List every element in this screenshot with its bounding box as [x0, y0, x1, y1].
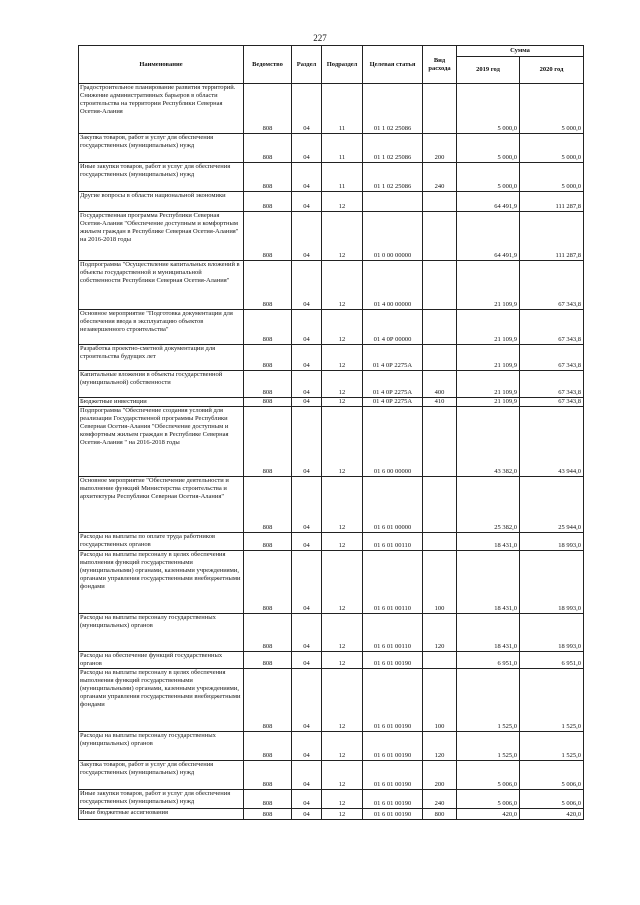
- cell-2019: 21 109,9: [457, 261, 520, 310]
- cell-target-item: 01 6 01 00190: [363, 790, 423, 809]
- cell-subsection: 12: [322, 407, 363, 477]
- cell-2019: 18 431,0: [457, 614, 520, 652]
- cell-2019: 64 491,9: [457, 192, 520, 212]
- cell-subsection: 12: [322, 192, 363, 212]
- cell-target-item: 01 6 01 00190: [363, 761, 423, 790]
- table-row: [79, 652, 584, 669]
- cell-2019: 21 109,9: [457, 371, 520, 398]
- table-row: [79, 669, 584, 732]
- header-year-2020: 2020 год: [520, 57, 584, 84]
- cell-target-item: 01 6 01 00190: [363, 732, 423, 761]
- cell-name: Разработка проектно-сметной документации для строительства будущих лет: [79, 345, 244, 371]
- cell-section: 04: [292, 163, 322, 192]
- cell-expense-type: 800: [423, 809, 457, 820]
- cell-subsection: 12: [322, 652, 363, 669]
- header-subsection: Подраздел: [322, 46, 363, 84]
- cell-2020: 43 944,0: [520, 407, 584, 477]
- cell-expense-type: [423, 407, 457, 477]
- cell-2020: 5 000,0: [520, 134, 584, 163]
- header-section: Раздел: [292, 46, 322, 84]
- cell-ministry: 808: [244, 134, 292, 163]
- cell-2020: 67 343,8: [520, 345, 584, 371]
- cell-expense-type: 120: [423, 732, 457, 761]
- header-name: Наименование: [79, 46, 244, 84]
- cell-expense-type: [423, 477, 457, 533]
- cell-2019: 1 525,0: [457, 732, 520, 761]
- cell-expense-type: 200: [423, 134, 457, 163]
- cell-ministry: 808: [244, 84, 292, 134]
- cell-ministry: 808: [244, 790, 292, 809]
- cell-2019: 18 431,0: [457, 551, 520, 614]
- header-expense-type: Вид расхода: [423, 46, 457, 84]
- cell-2019: 420,0: [457, 809, 520, 820]
- cell-2020: 6 951,0: [520, 652, 584, 669]
- cell-expense-type: 200: [423, 761, 457, 790]
- cell-name: Иные бюджетные ассигнования: [79, 809, 244, 820]
- cell-name: Основное мероприятие "Обеспечение деятельности и выполнение функций Министерства строительства и архитектуры Республики Северная Осетия-Алания": [79, 477, 244, 533]
- cell-ministry: 808: [244, 533, 292, 551]
- cell-section: 04: [292, 261, 322, 310]
- cell-2019: 5 000,0: [457, 84, 520, 134]
- cell-ministry: 808: [244, 371, 292, 398]
- cell-ministry: 808: [244, 614, 292, 652]
- header-target-item: Целевая статья: [363, 46, 423, 84]
- cell-section: 04: [292, 652, 322, 669]
- cell-section: 04: [292, 345, 322, 371]
- cell-target-item: 01 6 01 00190: [363, 809, 423, 820]
- table-row: [79, 345, 584, 371]
- cell-subsection: 12: [322, 345, 363, 371]
- cell-expense-type: [423, 84, 457, 134]
- cell-name: Расходы на обеспечение функций государственных органов: [79, 652, 244, 669]
- table-row: [79, 192, 584, 212]
- cell-section: 04: [292, 533, 322, 551]
- cell-name: Иные закупки товаров, работ и услуг для обеспечения государственных (муниципальных) нужд: [79, 163, 244, 192]
- cell-2020: 111 287,8: [520, 192, 584, 212]
- cell-2020: 111 287,8: [520, 212, 584, 261]
- cell-target-item: 01 4 0Р 2275А: [363, 371, 423, 398]
- cell-ministry: 808: [244, 261, 292, 310]
- cell-2020: 420,0: [520, 809, 584, 820]
- cell-expense-type: [423, 192, 457, 212]
- cell-2020: 5 006,0: [520, 761, 584, 790]
- cell-expense-type: [423, 261, 457, 310]
- cell-section: 04: [292, 310, 322, 345]
- cell-2019: 21 109,9: [457, 345, 520, 371]
- table-row: [79, 614, 584, 652]
- cell-name: Другие вопросы в области национальной экономики: [79, 192, 244, 212]
- table-row: [79, 477, 584, 533]
- cell-2020: 18 993,0: [520, 614, 584, 652]
- cell-target-item: 01 4 0Р 2275А: [363, 398, 423, 407]
- cell-expense-type: [423, 310, 457, 345]
- cell-section: 04: [292, 669, 322, 732]
- table-row: [79, 84, 584, 134]
- cell-target-item: 01 6 01 00110: [363, 614, 423, 652]
- cell-2019: 64 491,9: [457, 212, 520, 261]
- cell-2019: 6 951,0: [457, 652, 520, 669]
- cell-section: 04: [292, 614, 322, 652]
- cell-2019: 21 109,9: [457, 310, 520, 345]
- cell-ministry: 808: [244, 669, 292, 732]
- cell-subsection: 12: [322, 790, 363, 809]
- cell-subsection: 12: [322, 310, 363, 345]
- cell-expense-type: [423, 212, 457, 261]
- cell-section: 04: [292, 134, 322, 163]
- cell-subsection: 11: [322, 163, 363, 192]
- cell-ministry: 808: [244, 212, 292, 261]
- table-row: [79, 163, 584, 192]
- cell-name: Капитальные вложения в объекты государственной (муниципальной) собственности: [79, 371, 244, 398]
- cell-ministry: 808: [244, 732, 292, 761]
- cell-2020: 1 525,0: [520, 732, 584, 761]
- cell-name: Расходы на выплаты персоналу государственных (муниципальных) органов: [79, 732, 244, 761]
- cell-ministry: 808: [244, 345, 292, 371]
- cell-target-item: 01 4 0Р 00000: [363, 310, 423, 345]
- cell-subsection: 12: [322, 371, 363, 398]
- cell-name: Закупка товаров, работ и услуг для обеспечения государственных (муниципальных) нужд: [79, 761, 244, 790]
- cell-2020: 5 000,0: [520, 163, 584, 192]
- cell-expense-type: [423, 533, 457, 551]
- cell-subsection: 12: [322, 261, 363, 310]
- table-row: [79, 809, 584, 820]
- cell-section: 04: [292, 761, 322, 790]
- cell-subsection: 12: [322, 809, 363, 820]
- header-sum: Сумма: [457, 46, 584, 57]
- cell-section: 04: [292, 477, 322, 533]
- cell-expense-type: 120: [423, 614, 457, 652]
- cell-target-item: 01 1 02 25086: [363, 134, 423, 163]
- cell-name: Градостроительное планирование развития территорий. Снижение административных барьеров в области строительства на территории Республики Северная Осетия-Алания: [79, 84, 244, 134]
- page-number: 227: [313, 33, 327, 43]
- cell-2019: 5 000,0: [457, 134, 520, 163]
- table-row: [79, 761, 584, 790]
- cell-subsection: 12: [322, 669, 363, 732]
- cell-ministry: 808: [244, 192, 292, 212]
- cell-section: 04: [292, 398, 322, 407]
- cell-ministry: 808: [244, 310, 292, 345]
- cell-subsection: 12: [322, 398, 363, 407]
- table-row: [79, 212, 584, 261]
- cell-2020: 5 006,0: [520, 790, 584, 809]
- cell-name: Государственная программа Республики Северная Осетия-Алания "Обеспечение доступным и комфортным жильем граждан в Республике Северная Осетия-Алания" на 2016-2018 годы: [79, 212, 244, 261]
- cell-expense-type: [423, 345, 457, 371]
- cell-name: Расходы на выплаты персоналу в целях обеспечения выполнения функций государственными (муниципальными) органами, казенными учреждениями, органами управления государственными внебюджетными фондами: [79, 551, 244, 614]
- cell-2020: 67 343,8: [520, 371, 584, 398]
- cell-subsection: 12: [322, 477, 363, 533]
- cell-section: 04: [292, 551, 322, 614]
- cell-expense-type: 240: [423, 790, 457, 809]
- table-row: [79, 732, 584, 761]
- cell-section: 04: [292, 790, 322, 809]
- cell-ministry: 808: [244, 761, 292, 790]
- cell-expense-type: 410: [423, 398, 457, 407]
- cell-2019: 21 109,9: [457, 398, 520, 407]
- cell-target-item: [363, 192, 423, 212]
- cell-2020: 18 993,0: [520, 533, 584, 551]
- cell-expense-type: 100: [423, 669, 457, 732]
- table-row: [79, 310, 584, 345]
- table-row: [79, 134, 584, 163]
- cell-2019: 1 525,0: [457, 669, 520, 732]
- table-row: [79, 371, 584, 398]
- cell-section: 04: [292, 192, 322, 212]
- table-row: [79, 261, 584, 310]
- table-row: [79, 407, 584, 477]
- header-year-2019: 2019 год: [457, 57, 520, 84]
- cell-target-item: 01 6 01 00000: [363, 477, 423, 533]
- cell-ministry: 808: [244, 407, 292, 477]
- cell-name: Расходы на выплаты по оплате труда работников государственных органов: [79, 533, 244, 551]
- cell-name: Подпрограмма "Обеспечение создания условий для реализации Государственной программы Республики Северная Осетия-Алания "Обеспечение доступным и комфортным жильем граждан в Республике Северная Осетия-Алания " на 2016-2018 годы: [79, 407, 244, 477]
- cell-ministry: 808: [244, 551, 292, 614]
- cell-2020: 25 944,0: [520, 477, 584, 533]
- cell-subsection: 12: [322, 551, 363, 614]
- cell-2019: 5 000,0: [457, 163, 520, 192]
- cell-2020: 18 993,0: [520, 551, 584, 614]
- cell-section: 04: [292, 407, 322, 477]
- cell-section: 04: [292, 371, 322, 398]
- cell-expense-type: 400: [423, 371, 457, 398]
- cell-subsection: 12: [322, 212, 363, 261]
- cell-ministry: 808: [244, 163, 292, 192]
- cell-section: 04: [292, 84, 322, 134]
- header-ministry: Ведомство: [244, 46, 292, 84]
- cell-expense-type: 240: [423, 163, 457, 192]
- cell-target-item: 01 1 02 25086: [363, 84, 423, 134]
- cell-target-item: 01 6 00 00000: [363, 407, 423, 477]
- table-row: [79, 533, 584, 551]
- cell-target-item: 01 6 01 00110: [363, 533, 423, 551]
- cell-subsection: 12: [322, 533, 363, 551]
- cell-target-item: 01 1 02 25086: [363, 163, 423, 192]
- cell-ministry: 808: [244, 477, 292, 533]
- cell-2019: 5 006,0: [457, 761, 520, 790]
- cell-subsection: 11: [322, 84, 363, 134]
- cell-target-item: 01 4 00 00000: [363, 261, 423, 310]
- cell-section: 04: [292, 212, 322, 261]
- cell-subsection: 12: [322, 761, 363, 790]
- cell-expense-type: [423, 652, 457, 669]
- cell-name: Основное мероприятие "Подготовка документации для обеспечения ввода в эксплуатацию объектов незавершенного строительства": [79, 310, 244, 345]
- table-row: [79, 398, 584, 407]
- table-header: [79, 46, 584, 84]
- table-body: [79, 84, 584, 820]
- cell-name: Расходы на выплаты персоналу в целях обеспечения выполнения функций государственными (муниципальными) органами, казенными учреждениями, органами управления государственными внебюджетными фондами: [79, 669, 244, 732]
- cell-ministry: 808: [244, 398, 292, 407]
- cell-name: Иные закупки товаров, работ и услуг для обеспечения государственных (муниципальных) нужд: [79, 790, 244, 809]
- cell-2019: 18 431,0: [457, 533, 520, 551]
- cell-section: 04: [292, 732, 322, 761]
- cell-2020: 67 343,8: [520, 398, 584, 407]
- cell-expense-type: 100: [423, 551, 457, 614]
- cell-target-item: 01 6 01 00190: [363, 652, 423, 669]
- cell-2019: 25 382,0: [457, 477, 520, 533]
- cell-target-item: 01 6 01 00190: [363, 669, 423, 732]
- budget-table: [78, 45, 584, 820]
- cell-section: 04: [292, 809, 322, 820]
- cell-name: Подпрограмма "Осуществление капитальных вложений в объекты государственной и муниципальной собственности Республики Северная Осетия-Алания": [79, 261, 244, 310]
- cell-2020: 67 343,8: [520, 310, 584, 345]
- cell-2020: 1 525,0: [520, 669, 584, 732]
- table-row: [79, 790, 584, 809]
- cell-target-item: 01 0 00 00000: [363, 212, 423, 261]
- cell-ministry: 808: [244, 809, 292, 820]
- table-row: [79, 551, 584, 614]
- cell-target-item: 01 6 01 00110: [363, 551, 423, 614]
- cell-name: Закупка товаров, работ и услуг для обеспечения государственных (муниципальных) нужд: [79, 134, 244, 163]
- cell-name: Расходы на выплаты персоналу государственных (муниципальных) органов: [79, 614, 244, 652]
- cell-subsection: 12: [322, 614, 363, 652]
- cell-subsection: 12: [322, 732, 363, 761]
- cell-target-item: 01 4 0Р 2275А: [363, 345, 423, 371]
- cell-2019: 5 006,0: [457, 790, 520, 809]
- cell-2020: 67 343,8: [520, 261, 584, 310]
- cell-ministry: 808: [244, 652, 292, 669]
- cell-2020: 5 000,0: [520, 84, 584, 134]
- cell-2019: 43 382,0: [457, 407, 520, 477]
- cell-name: Бюджетные инвестиции: [79, 398, 244, 407]
- cell-subsection: 11: [322, 134, 363, 163]
